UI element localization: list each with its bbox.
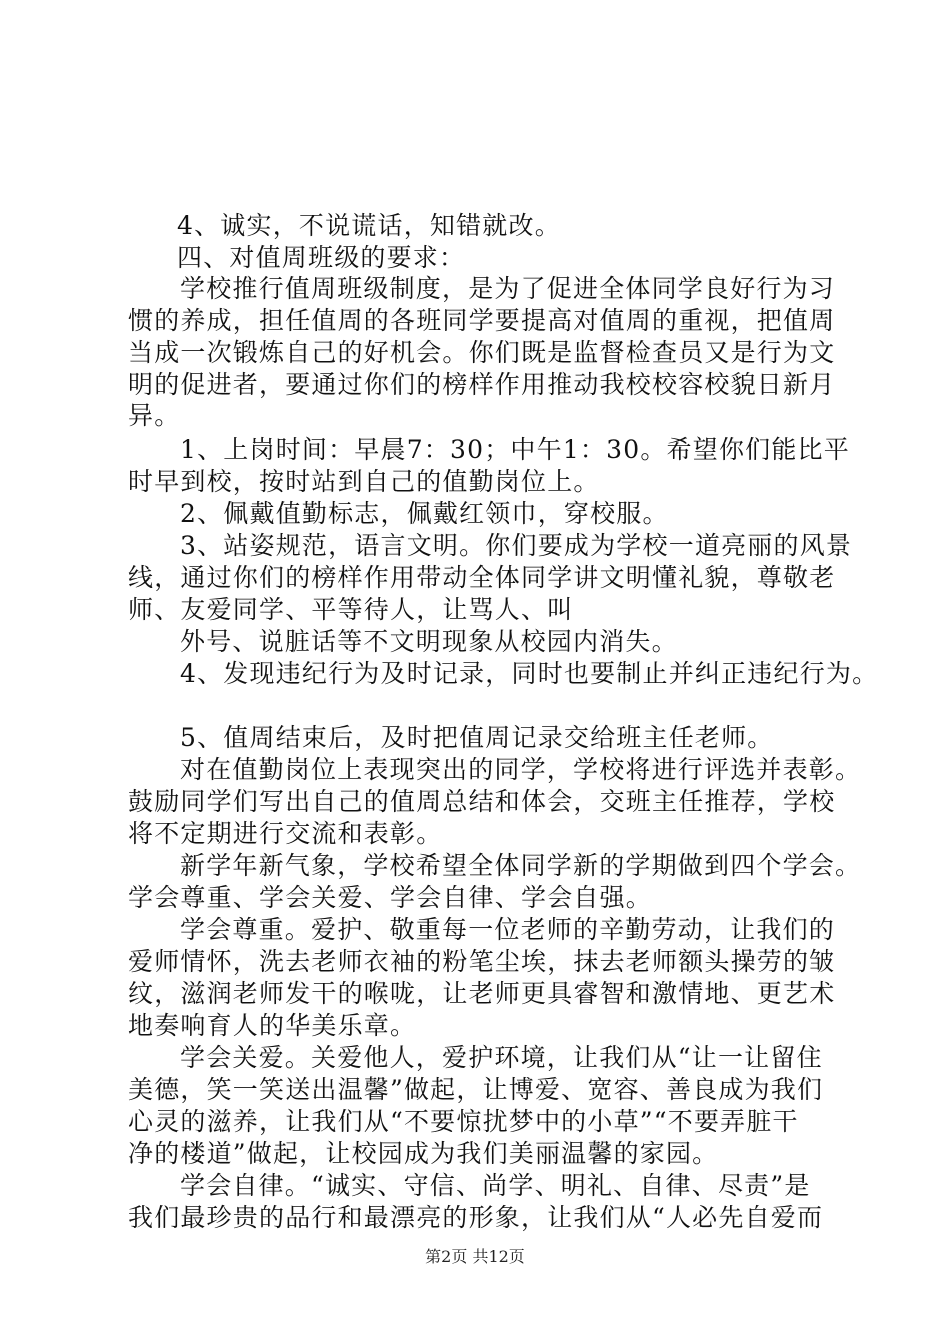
text-line: 将不定期进行交流和表彰。	[128, 819, 443, 848]
text-line: 3、站姿规范，语言文明。你们要成为学校一道亮丽的风景	[180, 531, 853, 560]
text-line: 我们最珍贵的品行和最漂亮的形象，让我们从“人必先自爱而	[128, 1203, 824, 1232]
text-line: 新学年新气象，学校希望全体同学新的学期做到四个学会。	[180, 851, 862, 880]
text-line: 5、值周结束后，及时把值周记录交给班主任老师。	[180, 723, 774, 752]
text-line: 师、友爱同学、平等待人，让骂人、叫	[128, 595, 574, 624]
text-line: 2、佩戴值勤标志，佩戴红领巾，穿校服。	[180, 499, 669, 528]
text-line: 时早到校，按时站到自己的值勤岗位上。	[128, 467, 600, 496]
text-line: 净的楼道”做起，让校园成为我们美丽温馨的家园。	[128, 1139, 719, 1168]
text-line: 1、上岗时间：早晨7：30；中午1：30。希望你们能比平	[180, 435, 850, 464]
text-line: 地奏响育人的华美乐章。	[128, 1011, 417, 1040]
text-line: 线，通过你们的榜样作用带动全体同学讲文明懂礼貌，尊敬老	[128, 563, 836, 592]
text-line: 学会关爱。关爱他人，爱护环境，让我们从“让一让留住	[180, 1043, 823, 1072]
text-line: 对在值勤岗位上表现突出的同学，学校将进行评选并表彰。	[180, 755, 862, 784]
text-line: 明的促进者，要通过你们的榜样作用推动我校校容校貌日新月	[128, 370, 836, 399]
text-line: 当成一次锻炼自己的好机会。你们既是监督检查员又是行为文	[128, 338, 836, 367]
text-line: 爱师情怀，洗去老师衣袖的粉笔尘埃，抹去老师额头操劳的皱	[128, 947, 836, 976]
text-line: 4、诚实，不说谎话，知错就改。	[177, 211, 561, 240]
page-number-footer: 第2页 共12页	[425, 1247, 525, 1266]
text-line: 鼓励同学们写出自己的值周总结和体会，交班主任推荐，学校	[128, 787, 836, 816]
text-line: 学校推行值周班级制度，是为了促进全体同学良好行为习	[180, 274, 836, 303]
section-heading: 四、对值周班级的要求：	[177, 243, 466, 272]
text-line: 学会尊重、学会关爱、学会自律、学会自强。	[128, 883, 653, 912]
text-line: 惯的养成，担任值周的各班同学要提高对值周的重视，把值周	[128, 306, 836, 335]
text-line: 外号、说脏话等不文明现象从校园内消失。	[180, 627, 678, 656]
text-line: 心灵的滋养，让我们从“不要惊扰梦中的小草”“不要弄脏干	[128, 1107, 799, 1136]
text-line: 学会尊重。爱护、敬重每一位老师的辛勤劳动，让我们的	[180, 915, 836, 944]
text-line: 学会自律。“诚实、守信、尚学、明礼、自律、尽责”是	[180, 1171, 811, 1200]
text-line: 纹，滋润老师发干的喉咙，让老师更具睿智和激情地、更艺术	[128, 979, 836, 1008]
text-line: 4、发现违纪行为及时记录，同时也要制止并纠正违纪行为。	[180, 659, 879, 688]
text-line: 异。	[128, 401, 181, 430]
text-line: 美德，笑一笑送出温馨”做起，让博爱、宽容、善良成为我们	[128, 1075, 824, 1104]
